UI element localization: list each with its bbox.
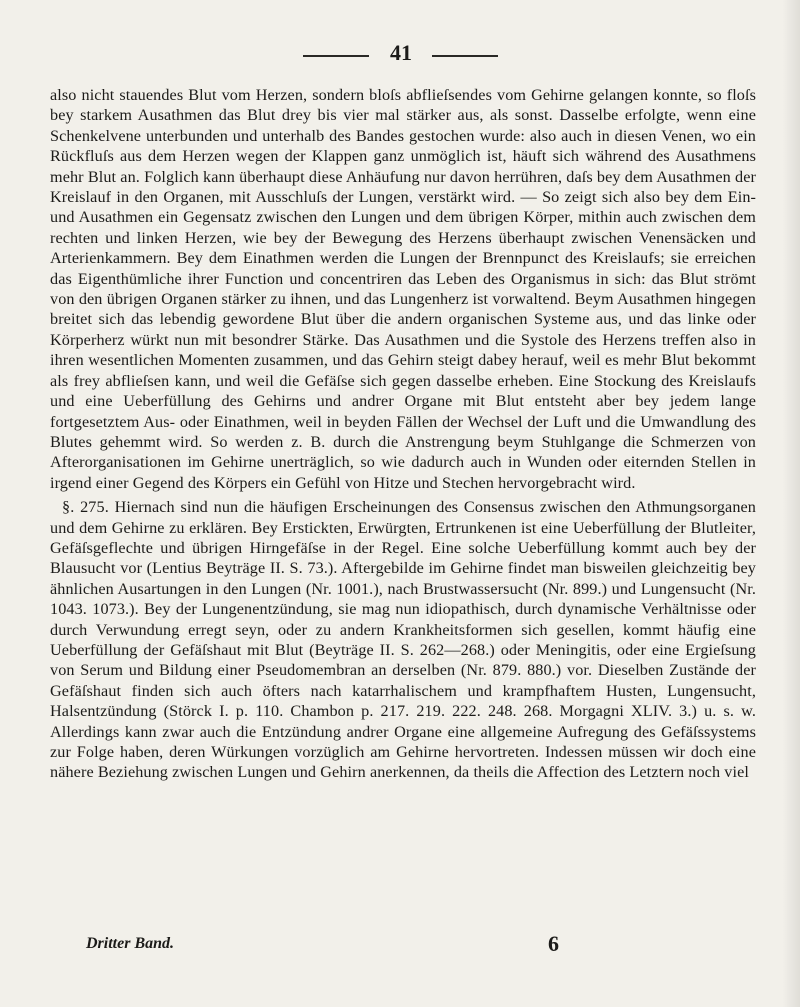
page-number: 41 [390, 40, 412, 65]
body-text [50, 85, 756, 783]
signature-mark: 6 [548, 931, 559, 956]
page-header [0, 40, 800, 70]
page-footer [0, 933, 800, 961]
printer-signature: Dritter Band. [86, 935, 175, 952]
header-rule-right [432, 55, 498, 57]
page-edge-shadow [782, 0, 800, 1007]
header-rule-left [303, 55, 369, 57]
paragraph-section-275: §. 275. Hiernach sind nun die häufigen Erscheinungen des Consensus zwischen den Athmungsorganen und dem Gehirne zu erklären. Bey Erstickten, Erwürgten, Ertrunkenen ist eine Ueberfüllung der Blutleiter, Gefäſsgeflechte und übrigen Hirngefäſse in der Regel. Eine solche Ueberfüllung kommt auch bey der Blausucht vor (Lentius Beyträge II. S. 73.). Aftergebilde im Gehirne findet man bisweilen gleichzeitig bey ähnlichen Ausartungen in den Lungen (Nr. 1001.), nach Brustwassersucht (Nr. 899.) und Lungensucht (Nr. 1043. 1073.). Bey der Lungenentzündung, sie mag nun idiopathisch, durch dynamische Verhältnisse oder durch Verwundung erregt seyn, oder zu andern Krankheitsformen sich gesellen, kommt häufig eine Ueberfüllung der Gefäſshaut mit Blut (Beyträge II. S. 262—268.) oder Meningitis, oder eine Ergieſsung von Serum und Bildung einer Pseudomembran an derselben (Nr. 879. 880.) vor. Dieselben Zustände der Gefäſshaut finden sich auch öfters nach katarrhalischem und krampfhaftem Husten, Lungensucht, Halsentzündung (Störck I. p. 110. Chambon p. 217. 219. 222. 248. 268. Morgagni XLIV. 3.) u. s. w. Allerdings kann zwar auch die Entzündung andrer Organe eine allgemeine Aufregung des Gefäſssystems zur Folge haben, deren Würkungen vorzüglich am Gehirne hervortreten. Indessen müssen wir doch eine nähere Beziehung zwischen Lungen und Gehirn anerkennen, da theils die Affection des Letztern noch viel [50, 498, 756, 782]
paragraph-continuation: also nicht stauendes Blut vom Herzen, sondern bloſs abflieſsendes vom Gehirne gelangen konnte, so floſs bey starkem Ausathmen das Blut drey bis vier mal stärker aus, als sonst. Dasselbe erfolgte, wenn eine Schenkelvene unterbunden und unterhalb des Bandes gestochen wurde: also auch in diesen Venen, wo ein Rückfluſs aus dem Herzen wegen der Klappen ganz unmöglich ist, häuft sich während des Ausathmens mehr Blut an. Folglich kann überhaupt diese Anhäufung nur davon herrühren, daſs bey dem Ausathmen der Kreislauf in den Organen, mit Ausschluſs der Lungen, verstärkt wird. — So zeigt sich also bey dem Ein- und Ausathmen ein Gegensatz zwischen den Lungen und dem übrigen Körper, mithin auch zwischen dem rechten und linken Herzen, wie bey der Bewegung des Herzens überhaupt zwischen Venensäcken und Arterienkammern. Bey dem Einathmen werden die Lungen der Brennpunct des Kreislaufs; sie erreichen das Eigenthümliche ihrer Function und concentriren das Leben des Organismus in sich: das Blut strömt von den übrigen Organen stärker zu ihnen, und das Lungenherz ist vorwaltend. Beym Ausathmen hingegen breitet sich das lebendig gewordene Blut über die andern organischen Systeme aus, und das linke oder Körperherz würkt nun mit besondrer Stärke. Das Ausathmen und die Systole des Herzens treffen also in ihren wesentlichen Momenten zusammen, und das Gehirn steigt dabey herauf, weil es mehr Blut bekommt als frey abflieſsen kann, und weil die Gefäſse sich gegen dasselbe erheben. Eine Stockung des Kreislaufs und eine Ueberfüllung des Gehirns und andrer Organe mit Blut entsteht aber bey jedem lange fortgesetztem Aus- oder Einathmen, weil in beyden Fällen der Wechsel der Luft und die Umwandlung des Blutes gehemmt wird. So werden z. B. durch die Anstrengung beym Stuhlgange die Schmerzen von Afterorganisationen im Gehirne unerträglich, so wie dadurch auch in Wunden oder eiternden Stellen in irgend einer Gegend des Körpers ein Gefühl von Hitze und Stechen hervorgebracht wird. [50, 86, 756, 492]
